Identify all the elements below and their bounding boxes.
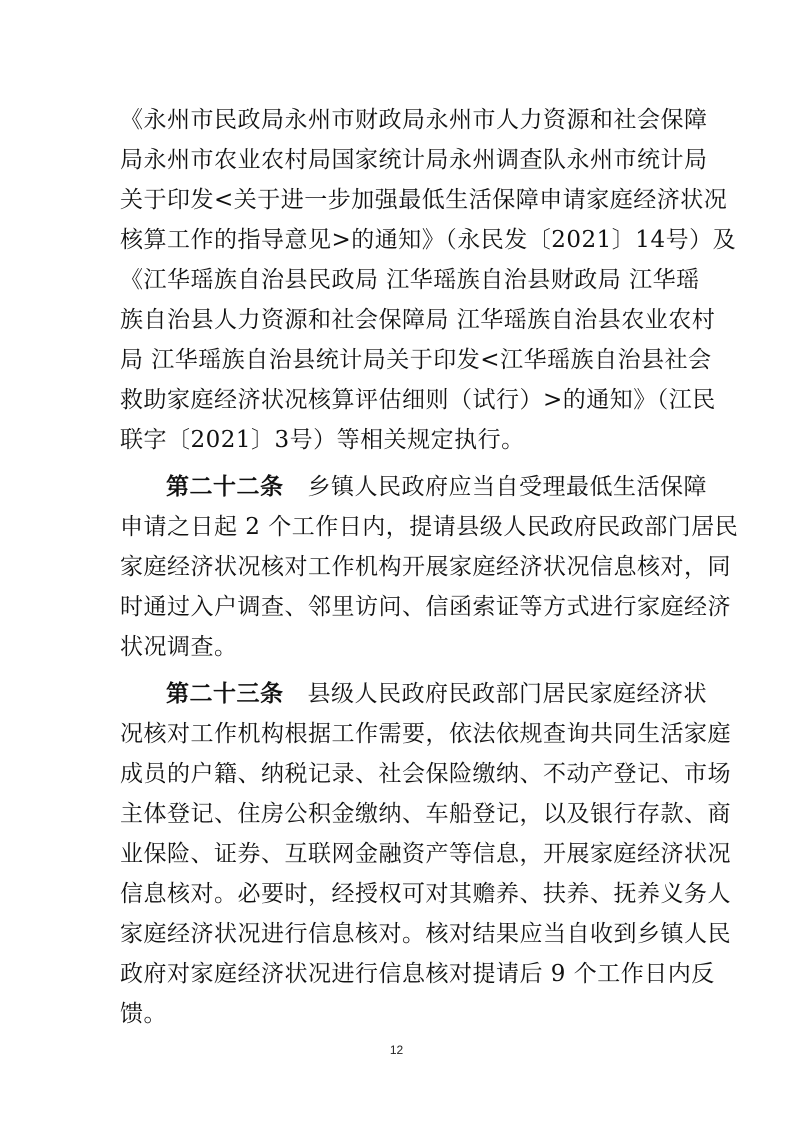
article-22-heading: 第二十二条	[166, 474, 284, 500]
article-23-line: 县级人民政府民政部门居民家庭经济状	[307, 681, 707, 707]
paragraph-line: 救助家庭经济状况核算评估细则（试行）>的通知》（江民	[120, 387, 716, 413]
article-23-line: 成员的户籍、纳税记录、社会保险缴纳、不动产登记、市场	[120, 761, 731, 787]
article-23-line: 信息核对。必要时，经授权可对其赡养、扶养、抚养义务人	[120, 881, 731, 907]
paragraph-line: 核算工作的指导意见>的通知》（永民发〔2021〕14号）及	[120, 227, 737, 253]
article-22-line: 乡镇人民政府应当自受理最低生活保障	[307, 474, 707, 500]
paragraph-line: 关于印发<关于进一步加强最低生活保障申请家庭经济状况	[120, 187, 728, 213]
article-22-first-line	[166, 467, 707, 507]
article-22-line: 家庭经济状况核对工作机构开展家庭经济状况信息核对，同	[120, 554, 731, 580]
paragraph-line: 联字〔2021〕3号）等相关规定执行。	[120, 427, 525, 453]
article-22-line: 状况调查。	[120, 634, 238, 660]
article-23-line: 政府对家庭经济状况进行信息核对提请后 9 个工作日内反	[120, 961, 715, 987]
article-23-heading: 第二十三条	[166, 681, 284, 707]
article-23-line: 主体登记、住房公积金缴纳、车船登记，以及银行存款、商	[120, 801, 731, 827]
article-22-line: 时通过入户调查、邻里访问、信函索证等方式进行家庭经济	[120, 594, 731, 620]
article-23-line: 家庭经济状况进行信息核对。核对结果应当自收到乡镇人民	[120, 921, 731, 947]
paragraph-line: 《永州市民政局永州市财政局永州市人力资源和社会保障	[120, 107, 708, 133]
paragraph-line: 《江华瑶族自治县民政局 江华瑶族自治县财政局 江华瑶	[120, 267, 700, 293]
article-23-first-line	[166, 674, 707, 714]
article-23-line: 况核对工作机构根据工作需要，依法依规查询共同生活家庭	[120, 721, 731, 747]
paragraph-line: 局 江华瑶族自治县统计局关于印发<江华瑶族自治县社会	[120, 347, 712, 373]
article-23-line: 馈。	[120, 1001, 167, 1027]
article-23-line: 业保险、证券、互联网金融资产等信息，开展家庭经济状况	[120, 841, 731, 867]
paragraph-line: 局永州市农业农村局国家统计局永州调查队永州市统计局	[120, 147, 708, 173]
page-number: 12	[389, 1043, 404, 1057]
paragraph-line: 族自治县人力资源和社会保障局 江华瑶族自治县农业农村	[120, 307, 716, 333]
article-22-line: 申请之日起 2 个工作日内，提请县级人民政府民政部门居民	[120, 514, 739, 540]
